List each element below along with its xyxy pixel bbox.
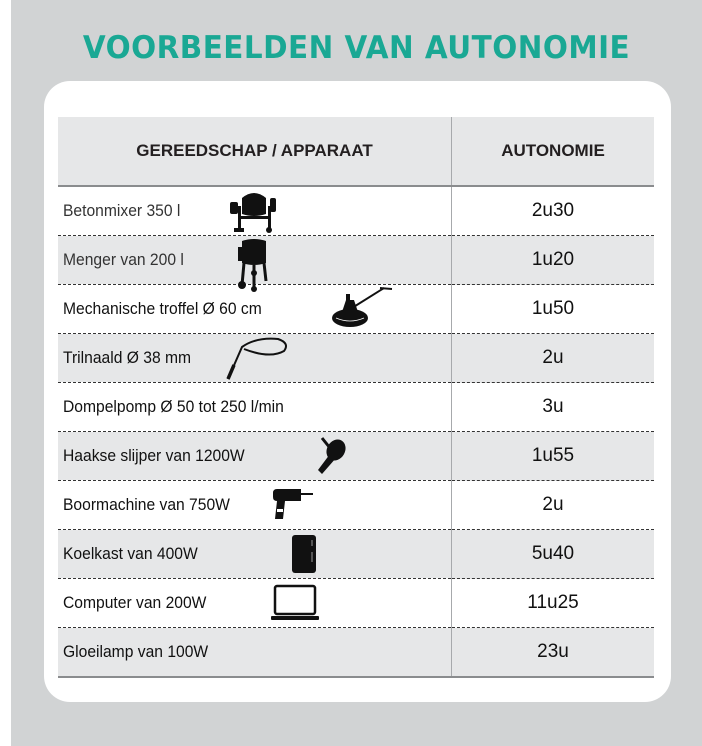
table-row: [58, 579, 654, 628]
autonomy-value: 3u: [452, 383, 655, 432]
tool-name: Gloeilamp van 100W: [63, 642, 209, 662]
autonomy-table: [58, 117, 654, 678]
tool-name: Trilnaald Ø 38 mm: [63, 348, 192, 368]
autonomy-value: 2u30: [452, 186, 655, 236]
power-trowel-icon: [330, 286, 394, 332]
table-row: [58, 285, 654, 334]
table-row: [58, 334, 654, 383]
table-row: [58, 628, 654, 678]
page-background: [11, 0, 702, 746]
autonomy-value: 23u: [452, 628, 655, 678]
autonomy-value: 1u55: [452, 432, 655, 481]
angle-grinder-icon: [312, 436, 348, 476]
header-tool: GEREEDSCHAP / APPARAAT: [58, 117, 452, 186]
laptop-icon: [270, 584, 320, 622]
table-row: [58, 186, 654, 236]
table-row: [58, 530, 654, 579]
table-row: [58, 481, 654, 530]
autonomy-value: 1u20: [452, 236, 655, 285]
autonomy-value: 2u: [452, 481, 655, 530]
autonomy-value: 5u40: [452, 530, 655, 579]
table-card: [44, 81, 671, 702]
vibrating-needle-icon: [226, 335, 290, 381]
table-header-row: [58, 117, 654, 186]
tool-name: Mechanische troffel Ø 60 cm: [63, 299, 262, 319]
tool-name: Dompelpomp Ø 50 tot 250 l/min: [63, 397, 284, 417]
concrete-mixer-icon: [228, 188, 280, 234]
autonomy-value: 1u50: [452, 285, 655, 334]
fridge-icon: [291, 534, 317, 574]
tool-name: Menger van 200 l: [63, 250, 184, 270]
autonomy-value: 2u: [452, 334, 655, 383]
page-title: VOORBEELDEN VAN AUTONOMIE: [82, 30, 631, 66]
table-row: [58, 383, 654, 432]
tool-name: Betonmixer 350 l: [63, 201, 181, 221]
tool-name: Koelkast van 400W: [63, 544, 198, 564]
tool-name: Haakse slijper van 1200W: [63, 446, 245, 466]
drill-icon: [271, 487, 315, 523]
autonomy-value: 11u25: [452, 579, 655, 628]
tool-name: Boormachine van 750W: [63, 495, 230, 515]
table-row: [58, 236, 654, 285]
tool-name: Computer van 200W: [63, 593, 207, 613]
header-autonomy: AUTONOMIE: [452, 117, 655, 186]
table-row: [58, 432, 654, 481]
